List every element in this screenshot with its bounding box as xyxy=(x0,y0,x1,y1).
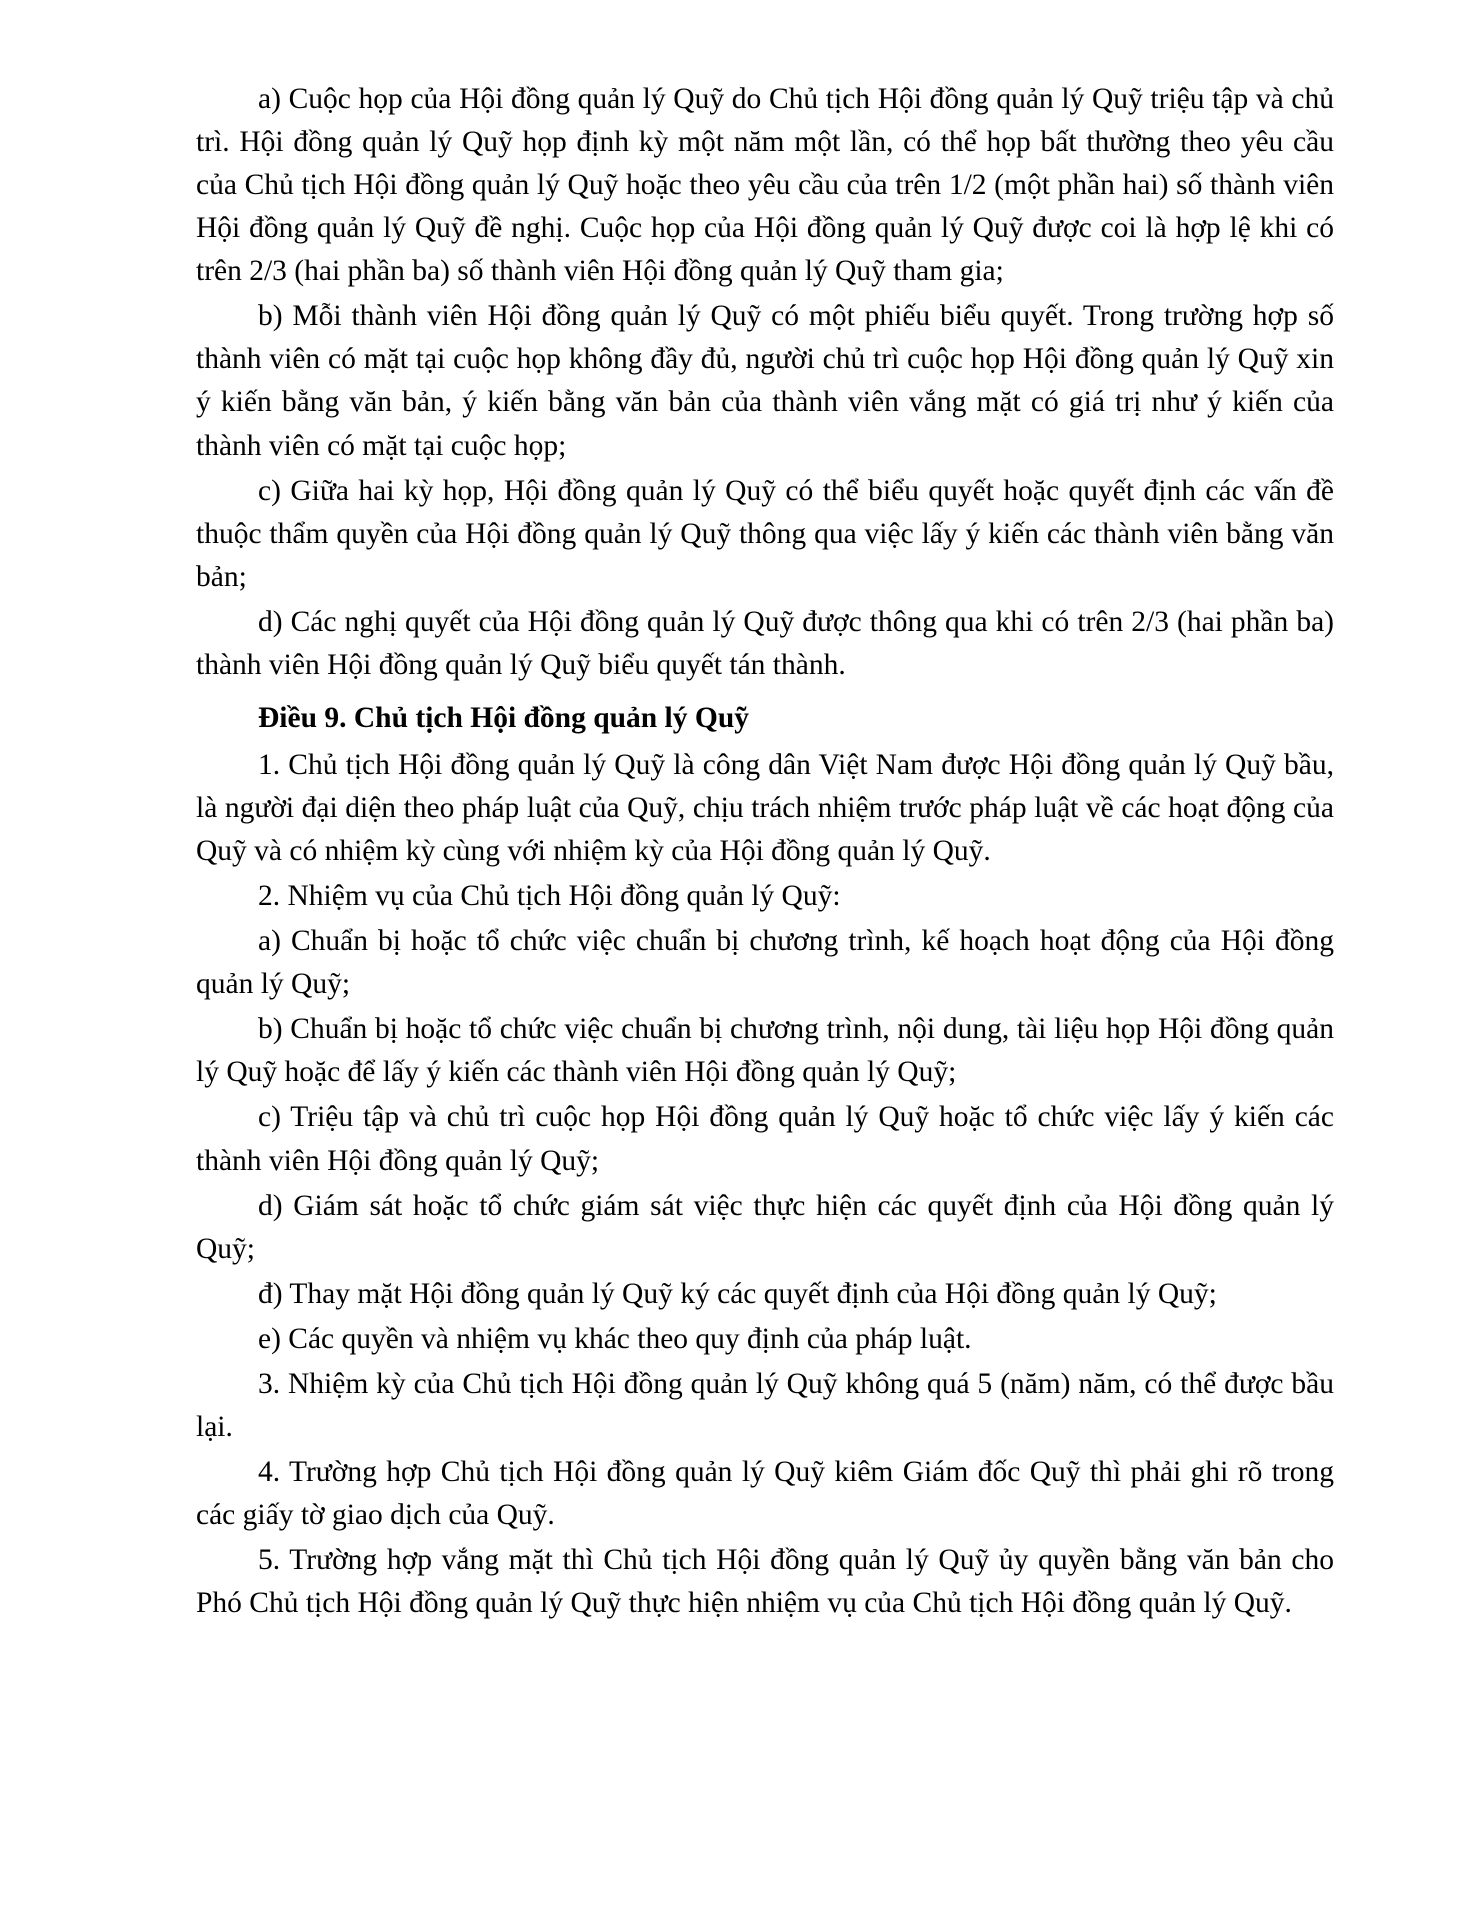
paragraph-d-cac-nghi-quyet: d) Các nghị quyết của Hội đồng quản lý Quỹ được thông qua khi có trên 2/3 (hai phần ba) thành viên Hội đồng quản lý Quỹ biểu quyết tán thành. xyxy=(196,605,1334,681)
paragraph-1-chu-tich: 1. Chủ tịch Hội đồng quản lý Quỹ là công dân Việt Nam được Hội đồng quản lý Quỹ bầu, là người đại diện theo pháp luật của Quỹ, chịu trách nhiệm trước pháp luật về các hoạt động của Quỹ và có nhiệm kỳ cùng với nhiệm kỳ của Hội đồng quản lý Quỹ. xyxy=(196,748,1334,868)
paragraph-b-moi-thanh-vien: b) Mỗi thành viên Hội đồng quản lý Quỹ có một phiếu biểu quyết. Trong trường hợp số thành viên có mặt tại cuộc họp không đầy đủ, người chủ trì cuộc họp Hội đồng quản lý Quỹ xin ý kiến bằng văn bản, ý kiến bằng văn bản của thành viên vắng mặt có giá trị như ý kiến của thành viên có mặt tại cuộc họp; xyxy=(196,300,1334,462)
paragraph-2c-trieu-tap: c) Triệu tập và chủ trì cuộc họp Hội đồng quản lý Quỹ hoặc tổ chức việc lấy ý kiến các thành viên Hội đồng quản lý Quỹ; xyxy=(196,1101,1334,1177)
paragraph-3-nhiem-ky: 3. Nhiệm kỳ của Chủ tịch Hội đồng quản lý Quỹ không quá 5 (năm) năm, có thể được bầu lại. xyxy=(196,1367,1334,1443)
document-body xyxy=(196,78,1334,1625)
paragraph-4-truong-hop-kiem: 4. Trường hợp Chủ tịch Hội đồng quản lý Quỹ kiêm Giám đốc Quỹ thì phải ghi rõ trong các giấy tờ giao dịch của Quỹ. xyxy=(196,1455,1334,1531)
paragraph-2a-chuan-bi: a) Chuẩn bị hoặc tổ chức việc chuẩn bị chương trình, kế hoạch hoạt động của Hội đồng quản lý Quỹ; xyxy=(196,925,1334,1001)
paragraph-2e-cac-quyen: e) Các quyền và nhiệm vụ khác theo quy định của pháp luật. xyxy=(258,1322,972,1355)
paragraph-2-nhiem-vu: 2. Nhiệm vụ của Chủ tịch Hội đồng quản lý Quỹ: xyxy=(258,880,841,913)
paragraph-2b-chuan-bi-tai-lieu: b) Chuẩn bị hoặc tổ chức việc chuẩn bị chương trình, nội dung, tài liệu họp Hội đồng quản lý Quỹ hoặc để lấy ý kiến các thành viên Hội đồng quản lý Quỹ; xyxy=(196,1013,1334,1089)
paragraph-2dd-thay-mat: đ) Thay mặt Hội đồng quản lý Quỹ ký các quyết định của Hội đồng quản lý Quỹ; xyxy=(258,1277,1217,1310)
paragraph-c-giua-hai-ky-hop: c) Giữa hai kỳ họp, Hội đồng quản lý Quỹ có thể biểu quyết hoặc quyết định các vấn đề thuộc thẩm quyền của Hội đồng quản lý Quỹ thông qua việc lấy ý kiến các thành viên bằng văn bản; xyxy=(196,474,1334,593)
paragraph-a-cuoc-hop: a) Cuộc họp của Hội đồng quản lý Quỹ do Chủ tịch Hội đồng quản lý Quỹ triệu tập và chủ trì. Hội đồng quản lý Quỹ họp định kỳ một năm một lần, có thể họp bất thường theo yêu cầu của Chủ tịch Hội đồng quản lý Quỹ hoặc theo yêu cầu của trên 1/2 (một phần hai) số thành viên Hội đồng quản lý Quỹ đề nghị. Cuộc họp của Hội đồng quản lý Quỹ được coi là hợp lệ khi có trên 2/3 (hai phần ba) số thành viên Hội đồng quản lý Quỹ tham gia; xyxy=(196,83,1334,288)
paragraph-2d-giam-sat: d) Giám sát hoặc tổ chức giám sát việc thực hiện các quyết định của Hội đồng quản lý Quỹ; xyxy=(196,1189,1334,1265)
section-heading-dieu-9: Điều 9. Chủ tịch Hội đồng quản lý Quỹ xyxy=(258,701,749,734)
paragraph-5-truong-hop-vang: 5. Trường hợp vắng mặt thì Chủ tịch Hội đồng quản lý Quỹ ủy quyền bằng văn bản cho Phó Chủ tịch Hội đồng quản lý Quỹ thực hiện nhiệm vụ của Chủ tịch Hội đồng quản lý Quỹ. xyxy=(196,1544,1334,1620)
